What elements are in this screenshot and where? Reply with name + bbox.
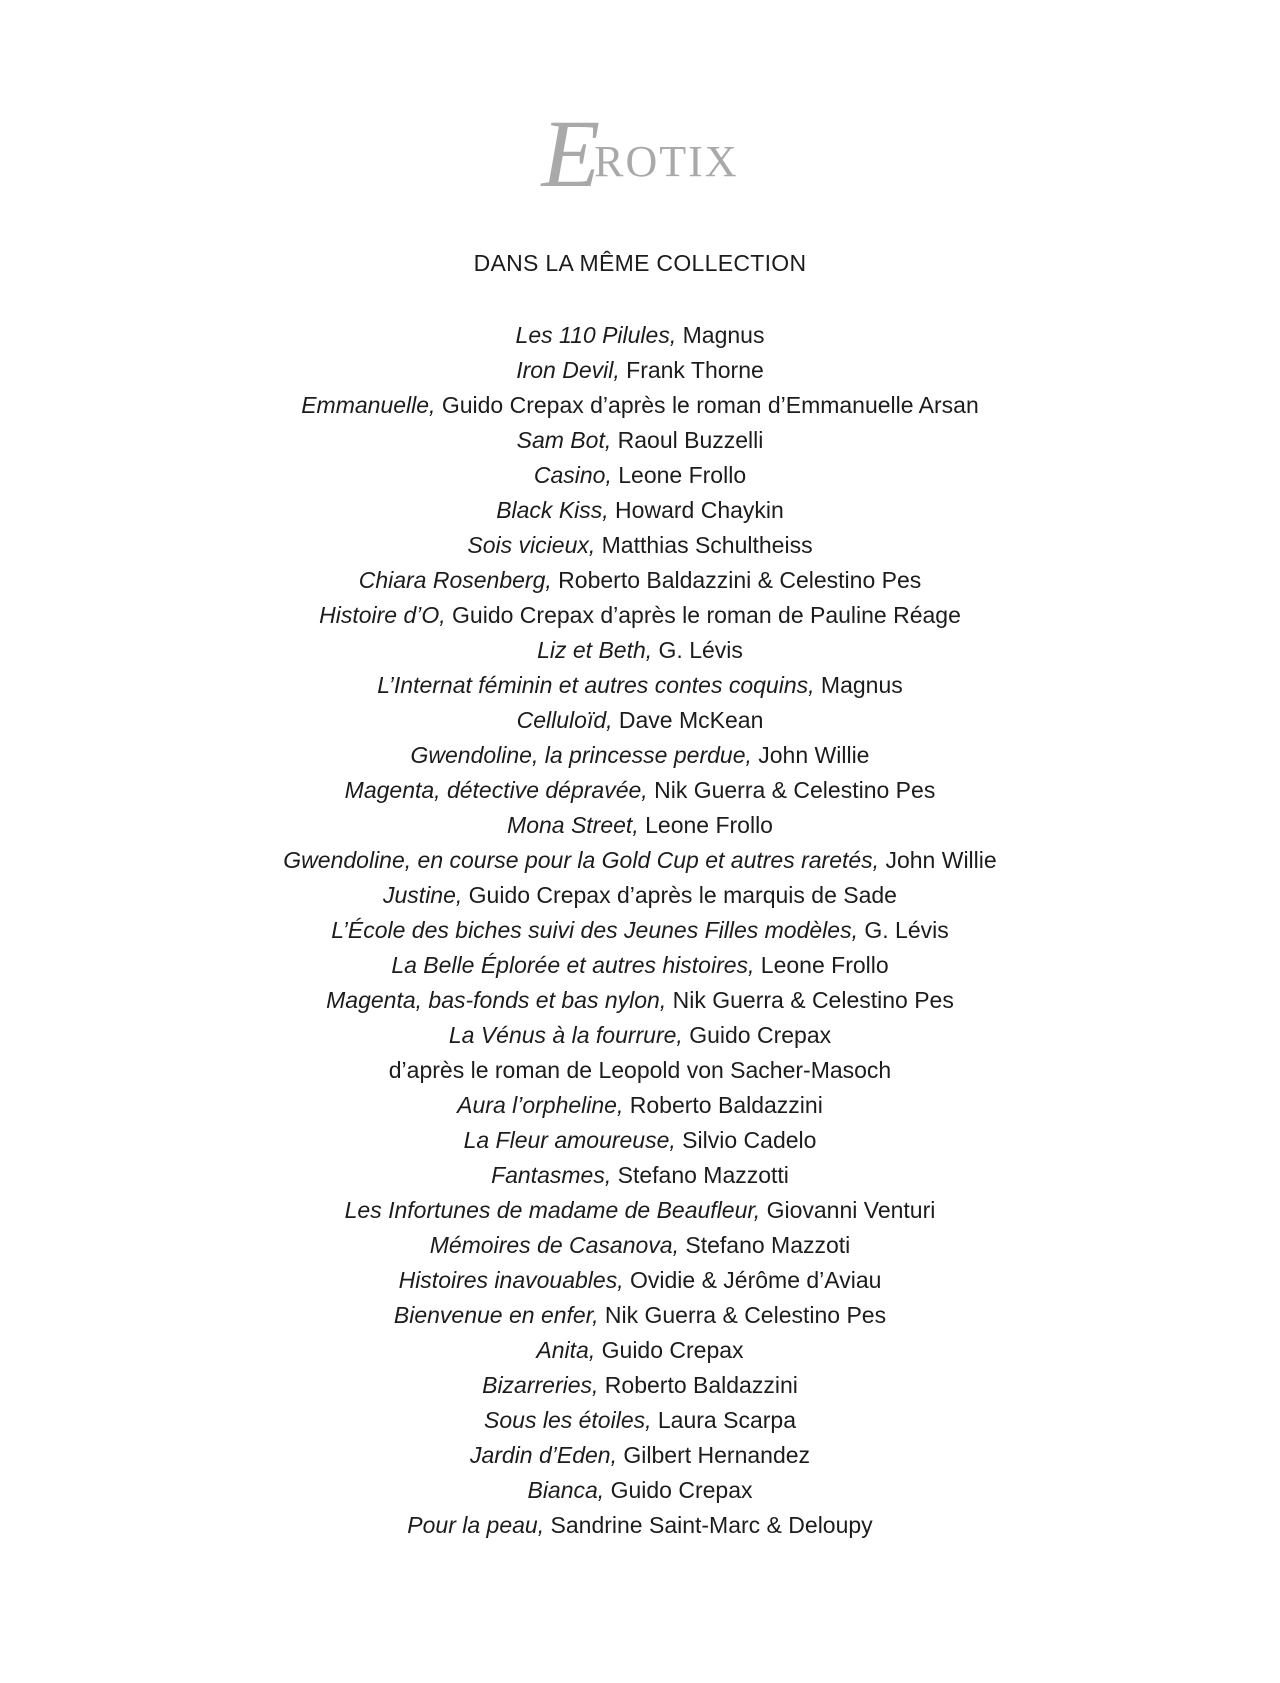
book-author: Nik Guerra & Celestino Pes [598, 1302, 887, 1328]
book-list-item [0, 1403, 1280, 1438]
book-list-item [0, 878, 1280, 913]
book-title: Celluloïd, [516, 707, 613, 733]
book-author: Stefano Mazzotti [611, 1162, 789, 1188]
book-list-item [0, 703, 1280, 738]
book-list [0, 318, 1280, 1543]
book-list-item [0, 668, 1280, 703]
book-title: Aura l’orpheline, [457, 1092, 624, 1118]
book-title: Anita, [536, 1337, 596, 1363]
book-title: Jardin d’Eden, [469, 1442, 617, 1468]
book-title: Gwendoline, en course pour la Gold Cup et autres raretés, [283, 847, 880, 873]
book-list-item [0, 913, 1280, 948]
book-title: Pour la peau, [407, 1512, 545, 1538]
book-list-item [0, 1473, 1280, 1508]
book-author: Guido Crepax [682, 1022, 832, 1048]
book-list-item [0, 1368, 1280, 1403]
book-list-item [0, 353, 1280, 388]
book-list-item [0, 563, 1280, 598]
logo-wordmark [541, 100, 739, 212]
book-list-item [0, 948, 1280, 983]
book-title: Bizarreries, [482, 1372, 599, 1398]
book-author: Matthias Schultheiss [595, 532, 813, 558]
book-title: Chiara Rosenberg, [358, 567, 552, 593]
book-author: Guido Crepax d’après le roman de Pauline Réage [445, 602, 961, 628]
book-list-item [0, 633, 1280, 668]
book-author: Guido Crepax [604, 1477, 753, 1503]
book-title: Mémoires de Casanova, [429, 1232, 679, 1258]
book-title: La Vénus à la fourrure, [448, 1022, 683, 1048]
book-author: John Willie [751, 742, 870, 768]
book-author: Roberto Baldazzini [623, 1092, 823, 1118]
book-author: Leone Frollo [611, 462, 747, 488]
book-author: Sandrine Saint-Marc & Deloupy [544, 1512, 873, 1538]
book-title: Les Infortunes de madame de Beaufleur, [344, 1197, 761, 1223]
book-list-item [0, 1508, 1280, 1543]
book-list-item [0, 1193, 1280, 1228]
book-title: Emmanuelle, [301, 392, 436, 418]
book-author: Stefano Mazzoti [678, 1232, 851, 1258]
book-author: Guido Crepax d’après le roman d’Emmanuelle Arsan [435, 392, 979, 418]
logo-text: ROTIX [594, 137, 739, 186]
book-list-item [0, 983, 1280, 1018]
book-title: L’École des biches suivi des Jeunes Filles modèles, [331, 917, 858, 943]
book-author: Roberto Baldazzini [598, 1372, 798, 1398]
book-author: G. Lévis [857, 917, 949, 943]
book-author: Nik Guerra & Celestino Pes [647, 777, 936, 803]
book-title: Magenta, bas-fonds et bas nylon, [326, 987, 667, 1013]
book-list-item [0, 773, 1280, 808]
book-list-item [0, 493, 1280, 528]
logo-initial: E [541, 100, 601, 207]
book-title: La Fleur amoureuse, [463, 1127, 676, 1153]
book-author: Gilbert Hernandez [617, 1442, 811, 1468]
book-list-item [0, 1298, 1280, 1333]
book-author: John Willie [879, 847, 997, 873]
book-list-item [0, 843, 1280, 878]
book-title: Sous les étoiles, [484, 1407, 652, 1433]
book-author: Silvio Cadelo [675, 1127, 817, 1153]
book-list-item [0, 738, 1280, 773]
book-title: Gwendoline, la princesse perdue, [410, 742, 752, 768]
book-author: Magnus [814, 672, 903, 698]
book-list-item [0, 528, 1280, 563]
book-list-item [0, 1158, 1280, 1193]
book-author: Giovanni Venturi [760, 1197, 936, 1223]
erotix-logo [0, 100, 1280, 212]
book-title: Justine, [383, 882, 463, 908]
book-author: Leone Frollo [638, 812, 773, 838]
book-author: Ovidie & Jérôme d’Aviau [623, 1267, 882, 1293]
book-title: Fantasmes, [491, 1162, 612, 1188]
book-author: G. Lévis [652, 637, 743, 663]
book-list-item [0, 1123, 1280, 1158]
book-list-item [0, 598, 1280, 633]
book-title: Mona Street, [507, 812, 639, 838]
book-author: Howard Chaykin [608, 497, 784, 523]
book-list-item [0, 1053, 1280, 1088]
book-title: Histoires inavouables, [398, 1267, 624, 1293]
collection-heading: DANS LA MÊME COLLECTION [473, 250, 807, 276]
book-list-item [0, 1438, 1280, 1473]
book-list-item [0, 1018, 1280, 1053]
book-title: Bianca, [527, 1477, 605, 1503]
book-title: Sam Bot, [516, 427, 612, 453]
book-author: Frank Thorne [619, 357, 764, 383]
book-list-item [0, 423, 1280, 458]
book-list-item [0, 458, 1280, 493]
book-title: Casino, [533, 462, 612, 488]
book-title: Histoire d’O, [319, 602, 446, 628]
book-title: La Belle Éplorée et autres histoires, [391, 952, 755, 978]
book-author: Laura Scarpa [651, 1407, 796, 1433]
book-list-item [0, 1228, 1280, 1263]
book-list-item [0, 1263, 1280, 1298]
book-author: Nik Guerra & Celestino Pes [666, 987, 954, 1013]
book-author: Dave McKean [612, 707, 764, 733]
book-author: Guido Crepax [595, 1337, 744, 1363]
book-title: L’Internat féminin et autres contes coquins, [377, 672, 815, 698]
book-title: Magenta, détective dépravée, [344, 777, 648, 803]
book-author: Leone Frollo [754, 952, 889, 978]
book-author: Magnus [676, 322, 765, 348]
book-list-item [0, 808, 1280, 843]
book-author: d’après le roman de Leopold von Sacher-Masoch [388, 1057, 892, 1083]
book-list-item [0, 1333, 1280, 1368]
book-list-item [0, 318, 1280, 353]
book-title: Sois vicieux, [467, 532, 596, 558]
book-author: Guido Crepax d’après le marquis de Sade [462, 882, 897, 908]
book-title: Les 110 Pilules, [515, 322, 677, 348]
book-title: Black Kiss, [496, 497, 609, 523]
book-list-item [0, 1088, 1280, 1123]
book-author: Roberto Baldazzini & Celestino Pes [551, 567, 922, 593]
book-title: Iron Devil, [516, 357, 620, 383]
book-author: Raoul Buzzelli [611, 427, 764, 453]
book-list-item [0, 388, 1280, 423]
book-title: Liz et Beth, [537, 637, 653, 663]
book-title: Bienvenue en enfer, [393, 1302, 599, 1328]
